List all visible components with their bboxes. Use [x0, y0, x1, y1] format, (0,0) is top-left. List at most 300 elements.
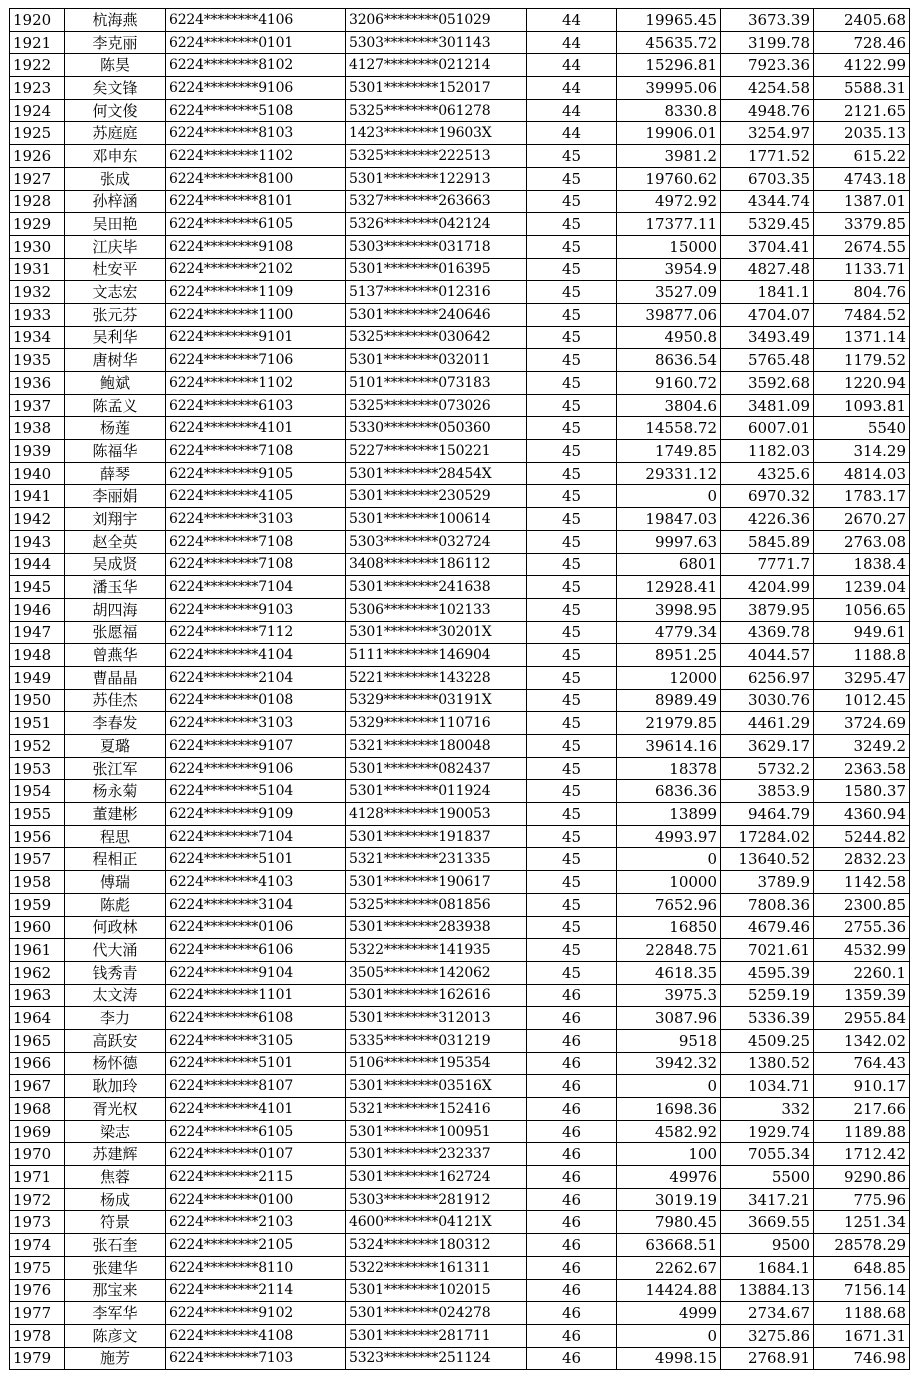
row-number: 1940 [10, 462, 65, 485]
table-row [10, 1007, 910, 1030]
amount-cell-3: 7484.52 [814, 303, 910, 326]
amount-cell-2: 3199.78 [721, 31, 814, 54]
id-number-cell: 5101********073183 [346, 372, 527, 395]
row-number: 1968 [10, 1098, 65, 1121]
name-cell: 杨莲 [65, 417, 166, 440]
amount-cell-1: 7980.45 [617, 1211, 721, 1234]
amount-cell-1: 0 [617, 485, 721, 508]
amount-cell-2: 3275.86 [721, 1324, 814, 1347]
row-number: 1924 [10, 99, 65, 122]
amount-cell-1: 0 [617, 1075, 721, 1098]
id-number-cell: 5329********03191X [346, 689, 527, 712]
row-number: 1935 [10, 349, 65, 372]
row-number: 1945 [10, 576, 65, 599]
row-number: 1948 [10, 644, 65, 667]
amount-cell-3: 4122.99 [814, 54, 910, 77]
age-cell: 46 [527, 1347, 617, 1370]
table-row [10, 440, 910, 463]
card-number-cell: 6224********5104 [166, 780, 346, 803]
card-number-cell: 6224********1101 [166, 984, 346, 1007]
amount-cell-3: 1580.37 [814, 780, 910, 803]
table-row [10, 77, 910, 100]
amount-cell-3: 1387.01 [814, 190, 910, 213]
amount-cell-2: 1182.03 [721, 440, 814, 463]
id-number-cell: 5330********050360 [346, 417, 527, 440]
age-cell: 44 [527, 9, 617, 32]
amount-cell-2: 13640.52 [721, 848, 814, 871]
amount-cell-3: 314.29 [814, 440, 910, 463]
age-cell: 45 [527, 871, 617, 894]
amount-cell-3: 2405.68 [814, 9, 910, 32]
amount-cell-3: 217.66 [814, 1098, 910, 1121]
card-number-cell: 6224********4101 [166, 1098, 346, 1121]
id-number-cell: 5301********100951 [346, 1120, 527, 1143]
row-number: 1942 [10, 508, 65, 531]
row-number: 1938 [10, 417, 65, 440]
age-cell: 45 [527, 893, 617, 916]
row-number: 1936 [10, 372, 65, 395]
amount-cell-1: 3954.9 [617, 258, 721, 281]
amount-cell-1: 4993.97 [617, 825, 721, 848]
card-number-cell: 6224********9106 [166, 77, 346, 100]
amount-cell-2: 4461.29 [721, 712, 814, 735]
age-cell: 44 [527, 31, 617, 54]
amount-cell-3: 3295.47 [814, 666, 910, 689]
age-cell: 45 [527, 462, 617, 485]
name-cell: 李克丽 [65, 31, 166, 54]
amount-cell-1: 39877.06 [617, 303, 721, 326]
amount-cell-1: 22848.75 [617, 939, 721, 962]
card-number-cell: 6224********9109 [166, 803, 346, 826]
name-cell: 傅瑞 [65, 871, 166, 894]
id-number-cell: 5301********190617 [346, 871, 527, 894]
age-cell: 45 [527, 417, 617, 440]
age-cell: 45 [527, 145, 617, 168]
age-cell: 44 [527, 122, 617, 145]
table-row [10, 961, 910, 984]
amount-cell-3: 5244.82 [814, 825, 910, 848]
amount-cell-3: 1188.68 [814, 1302, 910, 1325]
card-number-cell: 6224********4105 [166, 485, 346, 508]
age-cell: 46 [527, 1256, 617, 1279]
name-cell: 张愿福 [65, 621, 166, 644]
amount-cell-3: 949.61 [814, 621, 910, 644]
id-number-cell: 5301********032011 [346, 349, 527, 372]
row-number: 1925 [10, 122, 65, 145]
amount-cell-2: 6703.35 [721, 167, 814, 190]
amount-cell-2: 5259.19 [721, 984, 814, 1007]
name-cell: 陈福华 [65, 440, 166, 463]
amount-cell-3: 4743.18 [814, 167, 910, 190]
row-number: 1962 [10, 961, 65, 984]
table-row [10, 780, 910, 803]
amount-cell-1: 4999 [617, 1302, 721, 1325]
table-row [10, 1029, 910, 1052]
name-cell: 何文俊 [65, 99, 166, 122]
name-cell: 李力 [65, 1007, 166, 1030]
card-number-cell: 6224********2115 [166, 1166, 346, 1189]
age-cell: 45 [527, 440, 617, 463]
row-number: 1946 [10, 598, 65, 621]
row-number: 1963 [10, 984, 65, 1007]
age-cell: 45 [527, 485, 617, 508]
amount-cell-2: 3254.97 [721, 122, 814, 145]
id-number-cell: 5335********031219 [346, 1029, 527, 1052]
card-number-cell: 6224********1102 [166, 145, 346, 168]
amount-cell-1: 19965.45 [617, 9, 721, 32]
age-cell: 45 [527, 803, 617, 826]
amount-cell-2: 9500 [721, 1234, 814, 1257]
age-cell: 45 [527, 303, 617, 326]
age-cell: 45 [527, 349, 617, 372]
card-number-cell: 6224********2114 [166, 1279, 346, 1302]
amount-cell-1: 0 [617, 1324, 721, 1347]
table-row [10, 145, 910, 168]
age-cell: 46 [527, 1052, 617, 1075]
amount-cell-2: 3030.76 [721, 689, 814, 712]
id-number-cell: 5303********301143 [346, 31, 527, 54]
age-cell: 45 [527, 780, 617, 803]
row-number: 1934 [10, 326, 65, 349]
name-cell: 杨永菊 [65, 780, 166, 803]
table-body [10, 9, 910, 1370]
amount-cell-2: 17284.02 [721, 825, 814, 848]
amount-cell-1: 3527.09 [617, 281, 721, 304]
card-number-cell: 6224********1100 [166, 303, 346, 326]
id-number-cell: 5111********146904 [346, 644, 527, 667]
amount-cell-2: 3704.41 [721, 235, 814, 258]
card-number-cell: 6224********8101 [166, 190, 346, 213]
table-row [10, 1120, 910, 1143]
amount-cell-3: 615.22 [814, 145, 910, 168]
id-number-cell: 5227********150221 [346, 440, 527, 463]
row-number: 1943 [10, 530, 65, 553]
name-cell: 代大涌 [65, 939, 166, 962]
table-row [10, 122, 910, 145]
id-number-cell: 3505********142062 [346, 961, 527, 984]
amount-cell-2: 5765.48 [721, 349, 814, 372]
table-row [10, 462, 910, 485]
row-number: 1956 [10, 825, 65, 848]
amount-cell-3: 1188.8 [814, 644, 910, 667]
table-row [10, 553, 910, 576]
id-number-cell: 4600********04121X [346, 1211, 527, 1234]
id-number-cell: 5325********061278 [346, 99, 527, 122]
card-number-cell: 6224********4108 [166, 1324, 346, 1347]
id-number-cell: 5301********241638 [346, 576, 527, 599]
amount-cell-2: 7055.34 [721, 1143, 814, 1166]
table-row [10, 1347, 910, 1370]
name-cell: 董建彬 [65, 803, 166, 826]
amount-cell-2: 7923.36 [721, 54, 814, 77]
name-cell: 张石奎 [65, 1234, 166, 1257]
table-row [10, 99, 910, 122]
amount-cell-2: 1380.52 [721, 1052, 814, 1075]
name-cell: 夏璐 [65, 735, 166, 758]
row-number: 1959 [10, 893, 65, 916]
card-number-cell: 6224********8103 [166, 122, 346, 145]
amount-cell-3: 1220.94 [814, 372, 910, 395]
table-row [10, 54, 910, 77]
name-cell: 矣文锋 [65, 77, 166, 100]
amount-cell-1: 3087.96 [617, 1007, 721, 1030]
table-row [10, 871, 910, 894]
card-number-cell: 6224********7112 [166, 621, 346, 644]
amount-cell-1: 7652.96 [617, 893, 721, 916]
amount-cell-2: 3592.68 [721, 372, 814, 395]
age-cell: 46 [527, 1029, 617, 1052]
table-row [10, 757, 910, 780]
age-cell: 45 [527, 825, 617, 848]
name-cell: 文志宏 [65, 281, 166, 304]
amount-cell-1: 8636.54 [617, 349, 721, 372]
card-number-cell: 6224********7108 [166, 553, 346, 576]
row-number: 1972 [10, 1188, 65, 1211]
age-cell: 45 [527, 757, 617, 780]
amount-cell-2: 5500 [721, 1166, 814, 1189]
amount-cell-3: 2674.55 [814, 235, 910, 258]
id-number-cell: 5325********222513 [346, 145, 527, 168]
card-number-cell: 6224********1102 [166, 372, 346, 395]
amount-cell-3: 2363.58 [814, 757, 910, 780]
name-cell: 程相正 [65, 848, 166, 871]
name-cell: 杭海燕 [65, 9, 166, 32]
amount-cell-3: 1133.71 [814, 258, 910, 281]
amount-cell-3: 1712.42 [814, 1143, 910, 1166]
age-cell: 45 [527, 576, 617, 599]
table-row [10, 644, 910, 667]
age-cell: 45 [527, 394, 617, 417]
id-number-cell: 5301********100614 [346, 508, 527, 531]
card-number-cell: 6224********7108 [166, 530, 346, 553]
row-number: 1941 [10, 485, 65, 508]
card-number-cell: 6224********5101 [166, 848, 346, 871]
card-number-cell: 6224********0100 [166, 1188, 346, 1211]
row-number: 1977 [10, 1302, 65, 1325]
amount-cell-2: 4344.74 [721, 190, 814, 213]
table-row [10, 326, 910, 349]
amount-cell-1: 8989.49 [617, 689, 721, 712]
amount-cell-1: 16850 [617, 916, 721, 939]
amount-cell-2: 6007.01 [721, 417, 814, 440]
age-cell: 46 [527, 1120, 617, 1143]
amount-cell-2: 4325.6 [721, 462, 814, 485]
card-number-cell: 6224********3103 [166, 712, 346, 735]
row-number: 1929 [10, 213, 65, 236]
amount-cell-2: 4595.39 [721, 961, 814, 984]
age-cell: 46 [527, 1211, 617, 1234]
age-cell: 45 [527, 735, 617, 758]
age-cell: 44 [527, 54, 617, 77]
amount-cell-3: 1783.17 [814, 485, 910, 508]
amount-cell-3: 4532.99 [814, 939, 910, 962]
row-number: 1973 [10, 1211, 65, 1234]
id-number-cell: 5301********162616 [346, 984, 527, 1007]
table-row [10, 1324, 910, 1347]
amount-cell-3: 9290.86 [814, 1166, 910, 1189]
name-cell: 吴利华 [65, 326, 166, 349]
table-row [10, 235, 910, 258]
amount-cell-1: 19847.03 [617, 508, 721, 531]
id-number-cell: 5306********102133 [346, 598, 527, 621]
id-number-cell: 5301********102015 [346, 1279, 527, 1302]
name-cell: 焦蓉 [65, 1166, 166, 1189]
id-number-cell: 5301********016395 [346, 258, 527, 281]
age-cell: 45 [527, 508, 617, 531]
name-cell: 符景 [65, 1211, 166, 1234]
id-number-cell: 5303********032724 [346, 530, 527, 553]
row-number: 1976 [10, 1279, 65, 1302]
card-number-cell: 6224********3104 [166, 893, 346, 916]
name-cell: 曹晶晶 [65, 666, 166, 689]
table-row [10, 1256, 910, 1279]
amount-cell-3: 1359.39 [814, 984, 910, 1007]
id-number-cell: 5301********30201X [346, 621, 527, 644]
row-number: 1954 [10, 780, 65, 803]
card-number-cell: 6224********6106 [166, 939, 346, 962]
row-number: 1958 [10, 871, 65, 894]
amount-cell-1: 8951.25 [617, 644, 721, 667]
row-number: 1955 [10, 803, 65, 826]
amount-cell-3: 1239.04 [814, 576, 910, 599]
amount-cell-1: 21979.85 [617, 712, 721, 735]
card-number-cell: 6224********2103 [166, 1211, 346, 1234]
id-number-cell: 5322********141935 [346, 939, 527, 962]
id-number-cell: 5325********081856 [346, 893, 527, 916]
name-cell: 张建华 [65, 1256, 166, 1279]
age-cell: 46 [527, 984, 617, 1007]
amount-cell-3: 2300.85 [814, 893, 910, 916]
card-number-cell: 6224********7108 [166, 440, 346, 463]
amount-cell-1: 18378 [617, 757, 721, 780]
amount-cell-2: 13884.13 [721, 1279, 814, 1302]
age-cell: 44 [527, 99, 617, 122]
table-row [10, 508, 910, 531]
amount-cell-1: 4582.92 [617, 1120, 721, 1143]
age-cell: 45 [527, 235, 617, 258]
table-row [10, 372, 910, 395]
age-cell: 46 [527, 1007, 617, 1030]
name-cell: 张元芬 [65, 303, 166, 326]
age-cell: 45 [527, 190, 617, 213]
amount-cell-3: 2763.08 [814, 530, 910, 553]
table-row [10, 485, 910, 508]
id-number-cell: 5106********195354 [346, 1052, 527, 1075]
amount-cell-2: 4369.78 [721, 621, 814, 644]
amount-cell-2: 2768.91 [721, 1347, 814, 1370]
table-row [10, 689, 910, 712]
table-row [10, 825, 910, 848]
amount-cell-2: 5336.39 [721, 1007, 814, 1030]
table-row [10, 530, 910, 553]
amount-cell-3: 1179.52 [814, 349, 910, 372]
amount-cell-3: 2121.65 [814, 99, 910, 122]
amount-cell-2: 5845.89 [721, 530, 814, 553]
card-number-cell: 6224********0108 [166, 689, 346, 712]
id-number-cell: 5322********161311 [346, 1256, 527, 1279]
amount-cell-2: 1771.52 [721, 145, 814, 168]
row-number: 1966 [10, 1052, 65, 1075]
data-table [9, 8, 910, 1370]
table-row [10, 893, 910, 916]
row-number: 1921 [10, 31, 65, 54]
card-number-cell: 6224********4101 [166, 417, 346, 440]
id-number-cell: 5324********180312 [346, 1234, 527, 1257]
amount-cell-3: 5588.31 [814, 77, 910, 100]
amount-cell-2: 4827.48 [721, 258, 814, 281]
id-number-cell: 5301********024278 [346, 1302, 527, 1325]
amount-cell-1: 15296.81 [617, 54, 721, 77]
amount-cell-1: 10000 [617, 871, 721, 894]
row-number: 1979 [10, 1347, 65, 1370]
name-cell: 赵全英 [65, 530, 166, 553]
amount-cell-1: 13899 [617, 803, 721, 826]
row-number: 1926 [10, 145, 65, 168]
age-cell: 45 [527, 598, 617, 621]
age-cell: 45 [527, 644, 617, 667]
card-number-cell: 6224********7104 [166, 576, 346, 599]
age-cell: 45 [527, 666, 617, 689]
amount-cell-2: 4948.76 [721, 99, 814, 122]
amount-cell-2: 3629.17 [721, 735, 814, 758]
id-number-cell: 5301********03516X [346, 1075, 527, 1098]
name-cell: 陈昊 [65, 54, 166, 77]
amount-cell-1: 4972.92 [617, 190, 721, 213]
amount-cell-2: 3493.49 [721, 326, 814, 349]
table-row [10, 417, 910, 440]
amount-cell-3: 746.98 [814, 1347, 910, 1370]
amount-cell-2: 3879.95 [721, 598, 814, 621]
id-number-cell: 3206********051029 [346, 9, 527, 32]
amount-cell-1: 9997.63 [617, 530, 721, 553]
amount-cell-2: 7021.61 [721, 939, 814, 962]
id-number-cell: 5301********152017 [346, 77, 527, 100]
amount-cell-2: 4044.57 [721, 644, 814, 667]
amount-cell-3: 3249.2 [814, 735, 910, 758]
row-number: 1969 [10, 1120, 65, 1143]
id-number-cell: 3408********186112 [346, 553, 527, 576]
name-cell: 江庆毕 [65, 235, 166, 258]
amount-cell-3: 28578.29 [814, 1234, 910, 1257]
amount-cell-1: 19906.01 [617, 122, 721, 145]
name-cell: 唐树华 [65, 349, 166, 372]
age-cell: 46 [527, 1075, 617, 1098]
table-row [10, 939, 910, 962]
row-number: 1931 [10, 258, 65, 281]
amount-cell-1: 3804.6 [617, 394, 721, 417]
amount-cell-2: 1684.1 [721, 1256, 814, 1279]
table-row [10, 621, 910, 644]
name-cell: 陈彪 [65, 893, 166, 916]
amount-cell-2: 3853.9 [721, 780, 814, 803]
age-cell: 45 [527, 372, 617, 395]
age-cell: 45 [527, 916, 617, 939]
id-number-cell: 5301********230529 [346, 485, 527, 508]
amount-cell-2: 4679.46 [721, 916, 814, 939]
amount-cell-1: 12000 [617, 666, 721, 689]
card-number-cell: 6224********9103 [166, 598, 346, 621]
amount-cell-3: 2955.84 [814, 1007, 910, 1030]
age-cell: 46 [527, 1324, 617, 1347]
card-number-cell: 6224********9104 [166, 961, 346, 984]
name-cell: 吴成贤 [65, 553, 166, 576]
amount-cell-3: 2832.23 [814, 848, 910, 871]
row-number: 1937 [10, 394, 65, 417]
table-row [10, 803, 910, 826]
name-cell: 张成 [65, 167, 166, 190]
name-cell: 李丽娟 [65, 485, 166, 508]
name-cell: 胥光权 [65, 1098, 166, 1121]
